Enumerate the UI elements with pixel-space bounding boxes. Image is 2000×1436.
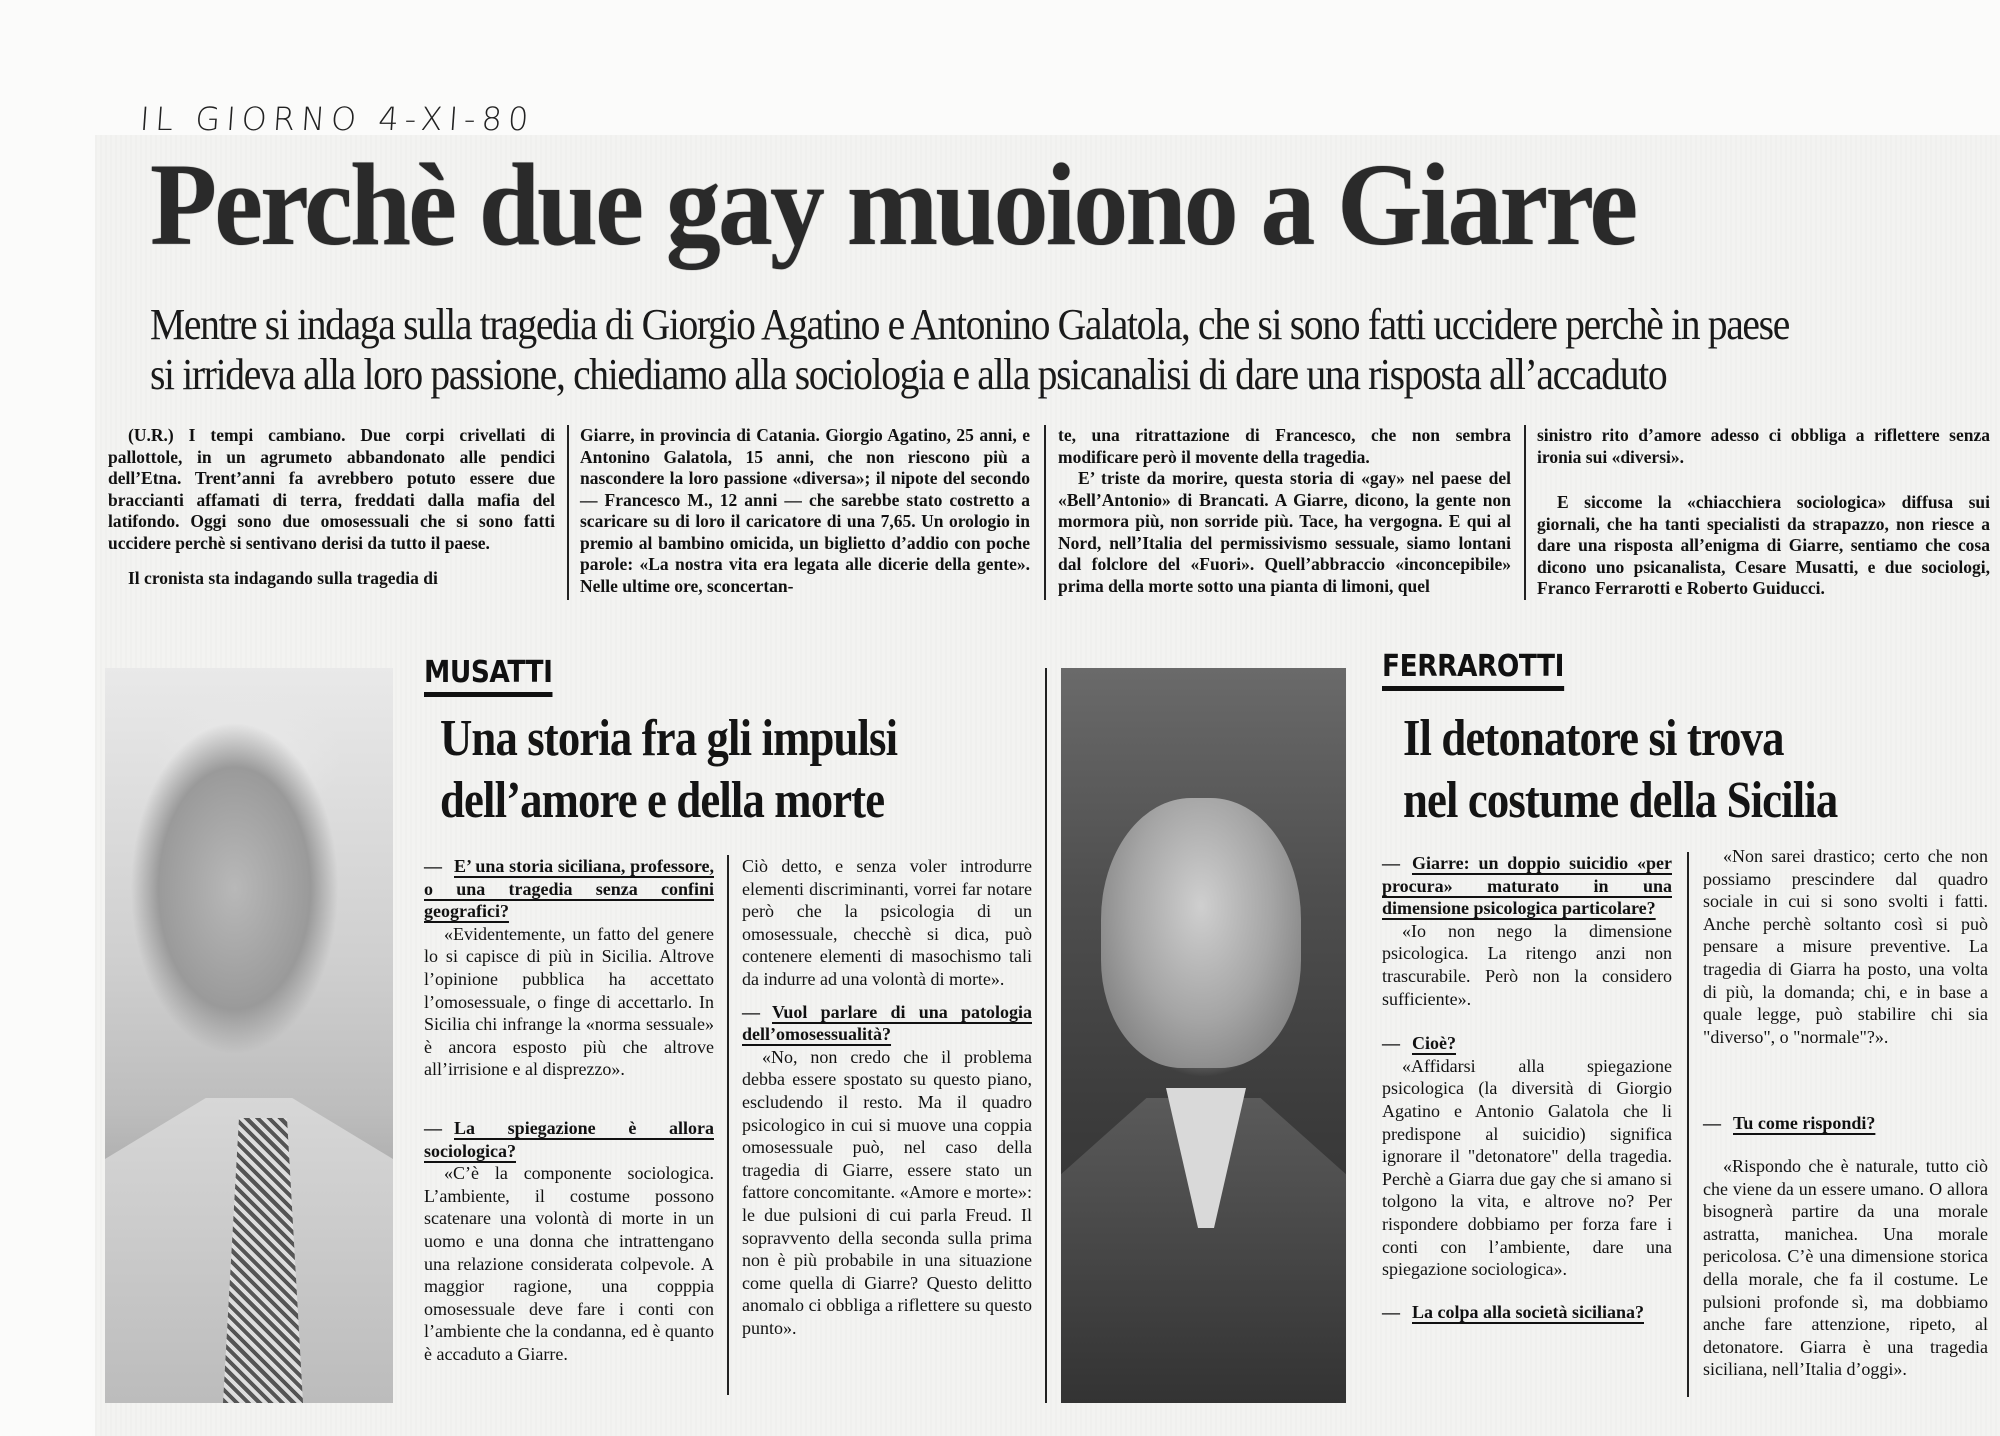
handwritten-source-note: IL GIORNO 4-XI-80	[138, 100, 536, 138]
ferrarotti-column-1	[1382, 852, 1672, 1323]
interview-answer: «C’è la componente sociologica. L’ambiente, il costume possono scatenare una volontà di morte in un uomo e una donna che intrattengano una relazione considerata colpevole. A maggior ragione, una copppia omosessuale deve fare i conti con l’ambiente che la condanna, ed è quanto è accaduto a Giarre.	[424, 1163, 714, 1364]
intro-paragraph: Giarre, in provincia di Catania. Giorgio Agatino, 25 anni, e Antonino Galatola, 15 anni, che non riescono più a nascondere la loro passione «diversa»; il nipote del secondo — Francesco M., 12 anni — che sarebbe stato costretto a scaricare su di loro il caricatore di una 7,65. Un orologio in premio al bambino omicida, un biglietto d’addio con poche parole: «La nostra vita era legata alle dicerie della gente». Nelle ultime ore, sconcertan-	[580, 425, 1030, 596]
intro-paragraph: E siccome la «chiacchiera sociologica» diffusa sui giornali, che ha tanti specialisti da strapazzo, non riesce a dare una risposta all’enigma di Giarre, sentiamo che cosa dicono uno psicanalista, Cesare Musatti, e due sociologi, Franco Ferrarotti e Roberto Guiducci.	[1537, 492, 1990, 598]
intro-paragraph: Il cronista sta indagando sulla tragedia di	[128, 568, 438, 588]
ferrarotti-title-line-1: Il detonatore si trova	[1403, 710, 1784, 767]
interview-question: — Tu come rispondi?	[1703, 1113, 1876, 1134]
interview-answer: «Io non nego la dimensione psicologica. La ritengo anzi non trascurabile. Però non la considero sufficiente».	[1382, 920, 1672, 1009]
column-divider	[567, 425, 569, 600]
interview-answer: «Non sarei drastico; certo che non possiamo prescindere dal quadro sociale in cui si sono svolti i fatti. Anche perchè soltanto così si può pensare a misure preventive. La tragedia di Giarra ha posto, una volta di più, la domanda; chi, e in base a quale legge, può stabilire chi sia "diverso", o "normale"?».	[1703, 846, 1988, 1047]
musatti-portrait-photo	[105, 668, 393, 1403]
intro-paragraph: te, una ritrattazione di Francesco, che non sembra modificare però il movente della tragedia.	[1058, 425, 1511, 467]
section-divider	[1045, 668, 1047, 1403]
intro-paragraph: E’ triste da morire, questa storia di «gay» nel paese del «Bell’Antonio» di Brancati. A Giarre, dicono, la gente non mormora più, non sorride più. Tace, ha vergogna. E qui al Nord, nell’Italia del permissivismo sessuale, siamo lontani dal folclore del «Fuori». Quell’abbraccio «inconcepibile» prima della morte sotto una pianta di limoni, quel	[1058, 468, 1511, 596]
ferrarotti-kicker: FERRAROTTI	[1382, 650, 1564, 691]
column-divider	[1524, 425, 1526, 600]
musatti-title-line-1: Una storia fra gli impulsi	[440, 710, 898, 767]
subheading-line-1: Mentre si indaga sulla tragedia di Giorgio Agatino e Antonino Galatola, che si sono fatti uccidere perchè in paese	[150, 300, 1789, 349]
interview-question: — La colpa alla società siciliana?	[1382, 1301, 1644, 1322]
intro-column-1	[108, 425, 555, 605]
ferrarotti-column-2	[1703, 845, 1988, 1395]
intro-column-2	[580, 425, 1030, 605]
interview-answer: «No, non credo che il problema debba essere spostato su questo piano, escludendo il resto. Ma il quadro psicologico in cui si muove una coppia omosessuale può, nel caso della tragedia di Giarre, essere stato un fattore concomitante. «Amore e morte»: le due pulsioni di cui parla Freud. Il sopravvento della seconda sulla prima non è più probabile in una situazione come quella di Giarre? Questo delitto anomalo ci obbliga a riflettere su questo punto».	[742, 1046, 1032, 1338]
intro-column-4	[1537, 425, 1990, 605]
ferrarotti-title-line-2: nel costume della Sicilia	[1403, 772, 1838, 829]
intro-column-3	[1058, 425, 1511, 605]
interview-question: — Cioè?	[1382, 1033, 1456, 1054]
musatti-title-line-2: dell’amore e della morte	[440, 772, 885, 829]
intro-paragraph: sinistro rito d’amore adesso ci obbliga a riflettere senza ironia sui «diversi».	[1537, 425, 1990, 467]
interview-question: — Giarre: un doppio suicidio «per procura» maturato in una dimensione psicologica particolare?	[1382, 853, 1672, 919]
musatti-column-1	[424, 855, 714, 1379]
interview-question: — E’ una storia siciliana, professore, o una tragedia senza confini geografici?	[424, 856, 714, 922]
interview-question: — Vuol parlare di una patologia dell’omosessualità?	[742, 1001, 1032, 1045]
ferrarotti-portrait-photo	[1061, 668, 1346, 1403]
column-divider	[1044, 425, 1046, 600]
article-subheading	[150, 300, 1789, 400]
musatti-column-2	[742, 855, 1032, 1353]
interview-answer-continued: Ciò detto, e senza voler introdurre elementi discriminanti, vorrei far notare però che la psicologia di un omosessuale, checchè si dica, può contenere elementi di masochismo tali da indurre ad una volontà di morte».	[742, 856, 1032, 989]
interview-answer: «Evidentemente, un fatto del genere lo si capisce di più in Sicilia. Altrove l’opinione pubblica ha accettato l’omosessuale, o finge di accettarlo. In Sicilia chi infrange la «norma sessuale» è ancora esposto più che altrove all’irrisione e al disprezzo».	[424, 923, 714, 1080]
article-headline: Perchè due gay muoiono a Giarre	[150, 139, 1636, 270]
column-divider	[1687, 852, 1689, 1397]
subheading-line-2: si irrideva alla loro passione, chiediamo alla sociologia e alla psicanalisi di dare una risposta all’accaduto	[150, 350, 1667, 399]
interview-question: — La spiegazione è allora sociologica?	[424, 1117, 714, 1161]
intro-paragraph: (U.R.) I tempi cambiano. Due corpi crivellati di pallottole, in un agrumeto abbandonato alle pendici dell’Etna. Trent’anni fa avrebbero potuto essere due braccianti affamati di terra, freddati dalla mafia del latifondo. Oggi sono due omosessuali che si sono fatti uccidere perchè si sentivano derisi da tutto il paese.	[108, 425, 555, 553]
interview-answer: «Affidarsi alla spiegazione psicologica (la diversità di Giorgio Agatino e Antonio Galatola che li predispone al suicidio) significa ignorare il "detonatore" della tragedia. Perchè a Giarra due gay che si amano si tolgono la vita, e altrove no? Per rispondere dobbiamo per forza fare i conti con l’ambiente, dare una spiegazione sociologica».	[1382, 1055, 1672, 1280]
column-divider	[727, 855, 729, 1395]
photo-head-shape	[1101, 798, 1301, 1068]
musatti-kicker: MUSATTI	[424, 656, 552, 697]
interview-answer: «Rispondo che è naturale, tutto ciò che viene da un essere umano. O allora bisognerà partire da una morale astratta, manichea. Una morale pericolosa. C’è una dimensione storica della morale, che fa il costume. Le pulsioni profonde sì, ma dobbiamo anche fare attenzione, ripeto, al detonatore. Giarra è una tragedia siciliana, nell’Italia d’oggi».	[1703, 1155, 1988, 1380]
